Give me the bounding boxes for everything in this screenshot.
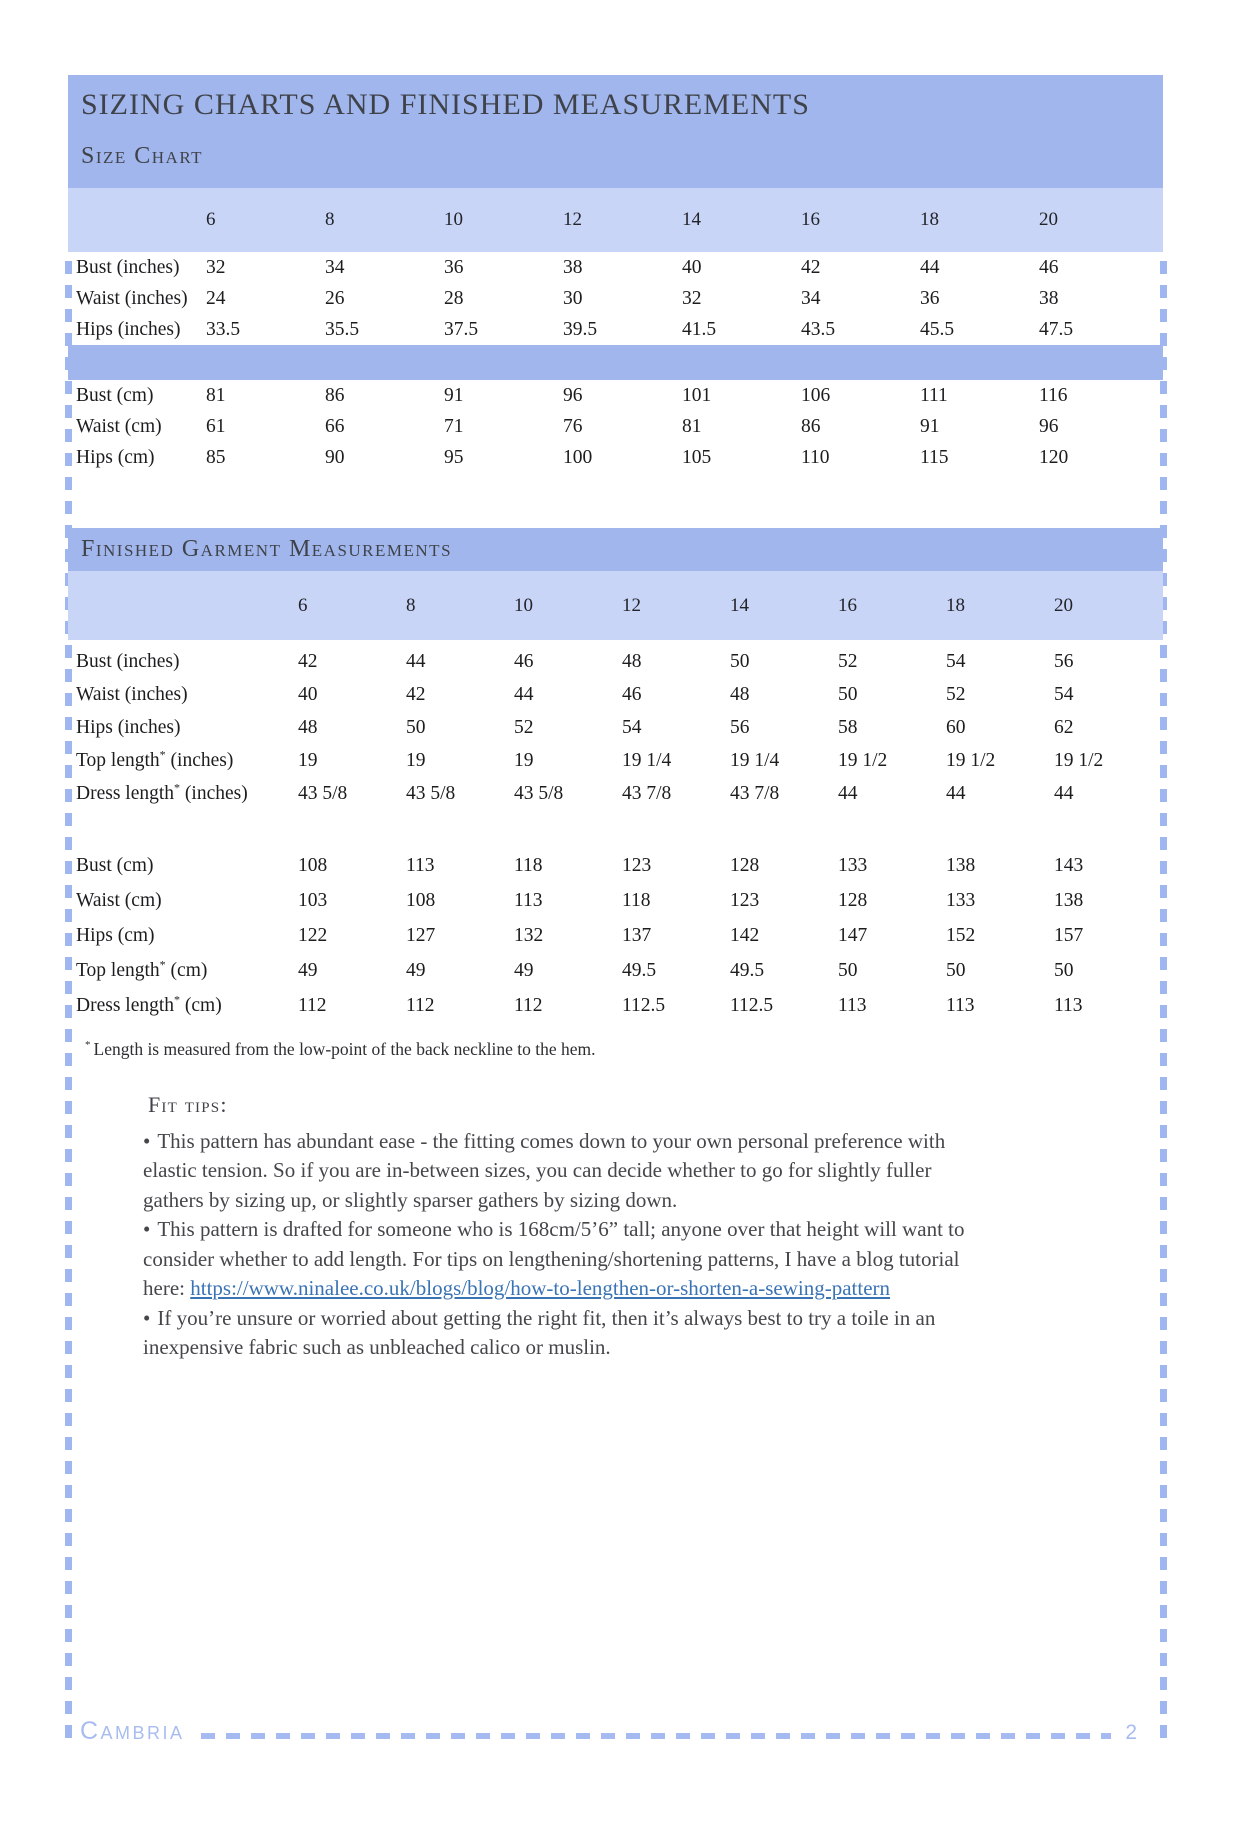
finished-measurements-inches-rows bbox=[68, 640, 1163, 810]
table-row bbox=[68, 883, 1163, 918]
row-label: Top length* (cm) bbox=[76, 957, 208, 981]
measurement-value: 19 1/4 bbox=[730, 749, 780, 771]
measurement-value: 44 bbox=[406, 650, 426, 672]
table-row bbox=[68, 442, 1163, 473]
measurement-value: 108 bbox=[298, 854, 328, 876]
table-row bbox=[68, 645, 1163, 678]
measurement-value: 96 bbox=[1039, 415, 1059, 437]
measurement-value: 127 bbox=[406, 924, 436, 946]
measurement-value: 142 bbox=[730, 924, 760, 946]
size-column-header: 18 bbox=[946, 594, 965, 616]
measurement-value: 19 1/4 bbox=[622, 749, 672, 771]
table-row bbox=[68, 252, 1163, 283]
measurement-value: 49 bbox=[298, 959, 318, 981]
measurement-value: 33.5 bbox=[206, 318, 241, 340]
measurement-value: 157 bbox=[1054, 924, 1084, 946]
measurement-value: 49.5 bbox=[622, 959, 657, 981]
size-chart-inches-rows bbox=[68, 252, 1163, 345]
measurement-value: 49 bbox=[514, 959, 534, 981]
measurement-value: 113 bbox=[406, 854, 435, 876]
size-chart-heading: Size Chart bbox=[81, 143, 204, 169]
footer-dashed-line bbox=[201, 1733, 1112, 1739]
size-column-header: 6 bbox=[298, 594, 308, 616]
measurement-value: 111 bbox=[920, 384, 948, 406]
measurement-value: 91 bbox=[920, 415, 940, 437]
bullet-icon: • bbox=[143, 1128, 151, 1153]
right-dashed-border bbox=[1160, 261, 1167, 1747]
row-label: Bust (inches) bbox=[76, 650, 180, 672]
measurement-value: 19 1/2 bbox=[1054, 749, 1104, 771]
label-asterisk: * bbox=[174, 780, 181, 794]
finished-measurements-banner bbox=[68, 528, 1163, 571]
measurement-value: 39.5 bbox=[563, 318, 598, 340]
measurement-value: 106 bbox=[801, 384, 831, 406]
row-label: Hips (inches) bbox=[76, 716, 181, 738]
measurement-value: 47.5 bbox=[1039, 318, 1074, 340]
table-row bbox=[68, 283, 1163, 314]
row-label: Hips (inches) bbox=[76, 318, 181, 340]
size-column-header: 16 bbox=[801, 209, 820, 230]
measurement-value: 147 bbox=[838, 924, 868, 946]
measurement-value: 76 bbox=[563, 415, 583, 437]
measurement-value: 19 bbox=[514, 749, 534, 771]
measurement-value: 46 bbox=[622, 683, 642, 705]
measurement-value: 49 bbox=[406, 959, 426, 981]
label-asterisk: * bbox=[159, 957, 166, 971]
measurement-value: 19 bbox=[298, 749, 318, 771]
measurement-value: 44 bbox=[838, 782, 858, 804]
measurement-value: 50 bbox=[838, 683, 858, 705]
measurement-value: 52 bbox=[946, 683, 966, 705]
pattern-name: Cambria bbox=[80, 1717, 185, 1745]
measurement-value: 103 bbox=[298, 889, 328, 911]
table-row bbox=[68, 777, 1163, 810]
measurement-value: 40 bbox=[298, 683, 318, 705]
table-row bbox=[68, 380, 1163, 411]
footnote-text: Length is measured from the low-point of the back neckline to the hem. bbox=[93, 1039, 596, 1059]
measurement-value: 50 bbox=[946, 959, 966, 981]
size-chart-table bbox=[68, 188, 1163, 473]
fit-tip-text: This pattern is drafted for someone who is 168cm/5’6” tall; anyone over that height will want to consider whether to add length. For tips on lengthening/shortening patterns, I have a blog tutorial here: bbox=[143, 1217, 965, 1300]
measurement-value: 37.5 bbox=[444, 318, 479, 340]
measurement-value: 50 bbox=[838, 959, 858, 981]
measurement-value: 62 bbox=[1054, 716, 1074, 738]
measurement-value: 118 bbox=[514, 854, 543, 876]
measurement-value: 138 bbox=[1054, 889, 1084, 911]
table-row bbox=[68, 918, 1163, 953]
measurement-value: 118 bbox=[622, 889, 651, 911]
measurement-value: 50 bbox=[730, 650, 750, 672]
measurement-value: 38 bbox=[1039, 287, 1059, 309]
measurement-value: 54 bbox=[1054, 683, 1074, 705]
measurement-value: 71 bbox=[444, 415, 464, 437]
measurement-value: 43 5/8 bbox=[406, 782, 456, 804]
measurement-value: 32 bbox=[206, 256, 226, 278]
size-column-header: 8 bbox=[325, 209, 335, 230]
fit-tip-item bbox=[143, 1127, 981, 1216]
measurement-value: 49.5 bbox=[730, 959, 765, 981]
measurement-value: 35.5 bbox=[325, 318, 360, 340]
measurement-value: 41.5 bbox=[682, 318, 717, 340]
measurement-value: 28 bbox=[444, 287, 464, 309]
size-column-header: 12 bbox=[622, 594, 641, 616]
footnote-asterisk: * bbox=[85, 1039, 91, 1052]
table-row bbox=[68, 711, 1163, 744]
measurement-value: 19 1/2 bbox=[838, 749, 888, 771]
measurement-value: 44 bbox=[920, 256, 940, 278]
size-column-header: 10 bbox=[514, 594, 533, 616]
measurement-value: 19 bbox=[406, 749, 426, 771]
measurement-value: 81 bbox=[206, 384, 226, 406]
size-chart-cm-rows bbox=[68, 380, 1163, 473]
measurement-value: 36 bbox=[444, 256, 464, 278]
page-number: 2 bbox=[1125, 1720, 1137, 1744]
fit-tip-text: This pattern has abundant ease - the fitting comes down to your own personal preference with elastic tension. So if you are in-between sizes, you can decide whether to go for slightly fuller gathers by sizing up, or slightly sparser gathers by sizing down. bbox=[143, 1128, 946, 1212]
measurement-value: 48 bbox=[730, 683, 750, 705]
finished-measurements-cm-rows bbox=[68, 848, 1163, 1023]
label-asterisk: * bbox=[159, 747, 166, 761]
measurement-value: 112 bbox=[406, 994, 435, 1016]
measurement-value: 110 bbox=[801, 446, 830, 468]
size-column-header: 10 bbox=[444, 209, 463, 230]
measurement-value: 43 5/8 bbox=[514, 782, 564, 804]
measurement-value: 56 bbox=[1054, 650, 1074, 672]
measurement-value: 120 bbox=[1039, 446, 1069, 468]
measurement-value: 54 bbox=[946, 650, 966, 672]
measurement-value: 52 bbox=[838, 650, 858, 672]
row-label: Bust (cm) bbox=[76, 384, 154, 406]
fit-tip-text: If you’re unsure or worried about getting the right fit, then it’s always best to try a toile in an inexpensive fabric such as unbleached calico or muslin. bbox=[143, 1305, 936, 1359]
table-row bbox=[68, 678, 1163, 711]
size-column-header: 8 bbox=[406, 594, 416, 616]
measurement-value: 61 bbox=[206, 415, 226, 437]
measurement-value: 123 bbox=[622, 854, 652, 876]
measurement-value: 108 bbox=[406, 889, 436, 911]
measurement-value: 133 bbox=[946, 889, 976, 911]
measurement-value: 123 bbox=[730, 889, 760, 911]
length-footnote bbox=[85, 1039, 1163, 1060]
measurement-value: 81 bbox=[682, 415, 702, 437]
measurement-value: 50 bbox=[1054, 959, 1074, 981]
row-label: Waist (cm) bbox=[76, 415, 162, 437]
fit-tip-item bbox=[143, 1215, 981, 1304]
row-label: Dress length* (inches) bbox=[76, 780, 248, 804]
measurement-value: 43.5 bbox=[801, 318, 836, 340]
size-chart-header-row bbox=[68, 188, 1163, 252]
fit-tips-heading: Fit tips: bbox=[148, 1092, 228, 1117]
bullet-icon: • bbox=[143, 1217, 151, 1241]
row-label: Hips (cm) bbox=[76, 446, 155, 468]
measurement-value: 24 bbox=[206, 287, 226, 309]
measurement-value: 86 bbox=[801, 415, 821, 437]
measurement-value: 113 bbox=[946, 994, 975, 1016]
page-title: SIZING CHARTS AND FINISHED MEASUREMENTS bbox=[81, 88, 810, 121]
measurement-value: 105 bbox=[682, 446, 712, 468]
fit-tips-section bbox=[143, 1090, 981, 1363]
document-page bbox=[68, 75, 1163, 1363]
size-column-header: 16 bbox=[838, 594, 857, 616]
table-row bbox=[68, 953, 1163, 988]
measurement-value: 86 bbox=[325, 384, 345, 406]
measurement-value: 44 bbox=[514, 683, 534, 705]
measurement-value: 95 bbox=[444, 446, 464, 468]
measurement-value: 101 bbox=[682, 384, 712, 406]
measurement-value: 36 bbox=[920, 287, 940, 309]
finished-measurements-header-row bbox=[68, 571, 1163, 640]
measurement-value: 43 7/8 bbox=[622, 782, 672, 804]
size-column-header: 12 bbox=[563, 209, 582, 230]
measurement-value: 19 1/2 bbox=[946, 749, 996, 771]
bullet-icon: • bbox=[143, 1305, 151, 1330]
measurement-value: 112.5 bbox=[730, 994, 774, 1016]
row-label: Dress length* (cm) bbox=[76, 992, 222, 1016]
table-row bbox=[68, 988, 1163, 1023]
measurement-value: 100 bbox=[563, 446, 593, 468]
fit-tip-item bbox=[143, 1304, 981, 1363]
finished-measurements-table bbox=[68, 571, 1163, 1023]
measurement-value: 43 5/8 bbox=[298, 782, 348, 804]
title-banner bbox=[68, 75, 1163, 188]
measurement-value: 132 bbox=[514, 924, 544, 946]
measurement-value: 112.5 bbox=[622, 994, 666, 1016]
table-row bbox=[68, 744, 1163, 777]
measurement-value: 113 bbox=[514, 889, 543, 911]
size-column-header: 14 bbox=[682, 209, 701, 230]
measurement-value: 50 bbox=[406, 716, 426, 738]
measurement-value: 46 bbox=[514, 650, 534, 672]
fit-tips-list bbox=[143, 1127, 981, 1363]
measurement-value: 48 bbox=[622, 650, 642, 672]
measurement-value: 32 bbox=[682, 287, 702, 309]
measurement-value: 34 bbox=[801, 287, 821, 309]
measurement-value: 90 bbox=[325, 446, 345, 468]
measurement-value: 40 bbox=[682, 256, 702, 278]
units-separator-band bbox=[68, 345, 1163, 380]
table-row bbox=[68, 314, 1163, 345]
finished-measurements-heading: Finished Garment Measurements bbox=[81, 536, 453, 562]
measurement-value: 58 bbox=[838, 716, 858, 738]
measurement-value: 43 7/8 bbox=[730, 782, 780, 804]
page-footer bbox=[68, 1717, 1163, 1746]
measurement-value: 48 bbox=[298, 716, 318, 738]
measurement-value: 42 bbox=[801, 256, 821, 278]
measurement-value: 137 bbox=[622, 924, 652, 946]
row-label: Hips (cm) bbox=[76, 924, 155, 946]
row-label: Bust (inches) bbox=[76, 256, 180, 278]
measurement-value: 115 bbox=[920, 446, 949, 468]
label-asterisk: * bbox=[174, 992, 181, 1006]
left-dashed-border bbox=[65, 261, 72, 1747]
measurement-value: 66 bbox=[325, 415, 345, 437]
size-column-header: 14 bbox=[730, 594, 749, 616]
measurement-value: 112 bbox=[298, 994, 327, 1016]
measurement-value: 128 bbox=[838, 889, 868, 911]
row-label: Waist (inches) bbox=[76, 683, 188, 705]
row-label: Waist (inches) bbox=[76, 287, 188, 309]
measurement-value: 143 bbox=[1054, 854, 1084, 876]
measurement-value: 91 bbox=[444, 384, 464, 406]
table-row bbox=[68, 411, 1163, 442]
size-column-header: 6 bbox=[206, 209, 216, 230]
measurement-value: 42 bbox=[298, 650, 318, 672]
blog-tutorial-link[interactable]: https://www.ninalee.co.uk/blogs/blog/how-to-lengthen-or-shorten-a-sewing-pattern bbox=[190, 1276, 891, 1300]
measurement-value: 133 bbox=[838, 854, 868, 876]
size-column-header: 18 bbox=[920, 209, 939, 230]
measurement-value: 52 bbox=[514, 716, 534, 738]
row-label: Bust (cm) bbox=[76, 854, 154, 876]
measurement-value: 26 bbox=[325, 287, 345, 309]
row-label: Top length* (inches) bbox=[76, 747, 234, 771]
measurement-value: 96 bbox=[563, 384, 583, 406]
measurement-value: 34 bbox=[325, 256, 345, 278]
table-row bbox=[68, 848, 1163, 883]
measurement-value: 54 bbox=[622, 716, 642, 738]
row-label: Waist (cm) bbox=[76, 889, 162, 911]
measurement-value: 138 bbox=[946, 854, 976, 876]
measurement-value: 152 bbox=[946, 924, 976, 946]
measurement-value: 44 bbox=[946, 782, 966, 804]
measurement-value: 128 bbox=[730, 854, 760, 876]
measurement-value: 44 bbox=[1054, 782, 1074, 804]
measurement-value: 60 bbox=[946, 716, 966, 738]
measurement-value: 45.5 bbox=[920, 318, 955, 340]
measurement-value: 56 bbox=[730, 716, 750, 738]
measurement-value: 122 bbox=[298, 924, 328, 946]
measurement-value: 38 bbox=[563, 256, 583, 278]
measurement-value: 112 bbox=[514, 994, 543, 1016]
measurement-value: 116 bbox=[1039, 384, 1068, 406]
measurement-value: 42 bbox=[406, 683, 426, 705]
measurement-value: 85 bbox=[206, 446, 226, 468]
size-column-header: 20 bbox=[1039, 209, 1058, 230]
measurement-value: 113 bbox=[1054, 994, 1083, 1016]
measurement-value: 46 bbox=[1039, 256, 1059, 278]
size-column-header: 20 bbox=[1054, 594, 1073, 616]
measurement-value: 113 bbox=[838, 994, 867, 1016]
measurement-value: 30 bbox=[563, 287, 583, 309]
